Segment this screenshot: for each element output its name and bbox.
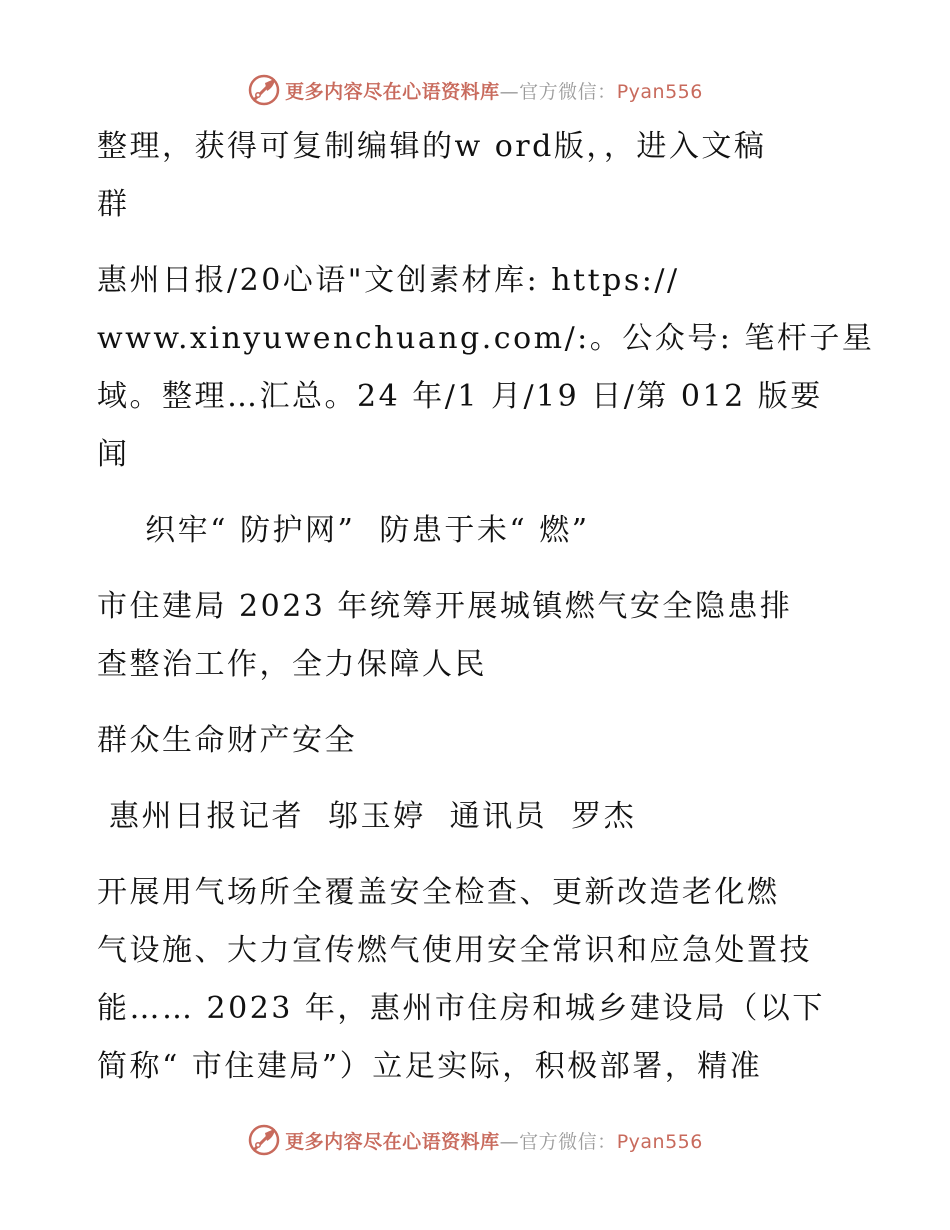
quill-logo-icon [247,1123,281,1157]
document-body [97,118,877,1096]
text-line: 群 [97,187,130,222]
text-line: 整理，获得可复制编辑的w ord版，，进入文稿 [97,129,767,164]
watermark-main-text: 更多内容尽在心语资料库 [285,80,500,103]
text-line: 开展用气场所全覆盖安全检查、更新改造老化燃 [97,875,780,910]
text-line: 闻 [97,437,130,472]
text-line: 气设施、大力宣传燃气使用安全常识和应急处置技 [97,933,812,968]
article-subheadline: 市住建局 2023 年统筹开展城镇燃气安全隐患排 [97,589,793,624]
article-subheadline: 查整治工作，全力保障人民 [97,647,487,682]
watermark-wechat-id: Pyan556 [616,1130,703,1153]
article-headline: 织牢“ 防护网” 防患于未“ 燃” [97,513,590,548]
text-line: 简称“ 市住建局”）立足实际，积极部署，精准 [97,1049,763,1084]
footer-watermark-banner [0,1120,950,1160]
article-subheadline: 群众生命财产安全 [97,723,357,758]
watermark-dash: — [499,1130,520,1153]
watermark-wechat-label: 官方微信： [519,80,617,103]
watermark-wechat-label: 官方微信： [519,1130,617,1153]
quill-logo-icon [247,73,281,107]
text-line: www.xinyuwenchuang.com/:。公众号: 笔杆子星 [97,321,875,356]
text-line: 能…… 2023 年，惠州市住房和城乡建设局（以下 [97,991,825,1026]
watermark-main-text: 更多内容尽在心语资料库 [285,1130,500,1153]
text-line: 域。整理…汇总。24 年/1 月/19 日/第 012 版要 [97,379,823,414]
watermark-wechat-id: Pyan556 [616,80,703,103]
article-byline: 惠州日报记者 邬玉婷 通讯员 罗杰 [97,799,637,834]
text-line: 惠州日报/20心语"文创素材库: https:// [97,263,680,298]
header-watermark-banner [0,70,950,110]
watermark-dash: — [499,80,520,103]
